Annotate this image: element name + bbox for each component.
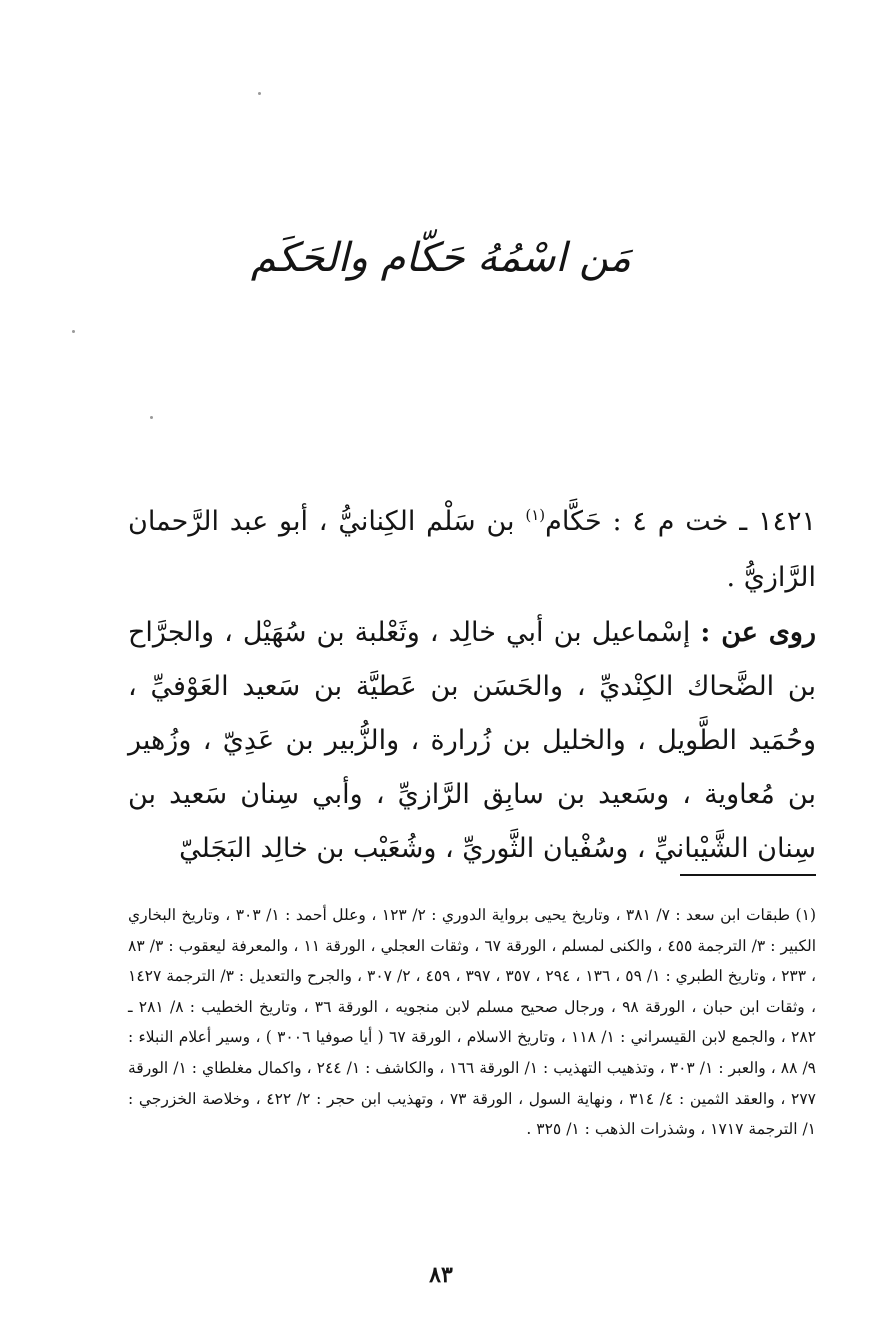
- scan-speck: [258, 92, 261, 95]
- scan-speck: [150, 416, 153, 419]
- footnote-marker[interactable]: (١): [525, 506, 546, 524]
- scan-speck: [72, 330, 75, 333]
- entry-heading: [128, 494, 816, 606]
- narrators-paragraph: [128, 606, 816, 876]
- narrators-list: إسْماعيل بن أبي خالِد ، وثَعْلبة بن سُهَيْل ، والجرَّاح بن الضَّحاك الكِنْديِّ ، والحَسَن بن عَطيَّة بن سَعيد العَوْفيِّ ، وحُمَيد الطَّويل ، والخليل بن زُرارة ، والزُّبير بن عَدِيّ ، وزُهير بن مُعاوية ، وسَعيد بن سابِق الرَّازيِّ ، وأبي سِنان سَعيد بن سِنان الشَّيْبانيِّ ، وسُفْيان الثَّوريِّ ، وشُعَيْب بن خالِد البَجَليّ: [128, 617, 816, 864]
- page-number: ٨٣: [429, 1262, 453, 1288]
- footnote-separator: [680, 874, 816, 876]
- narrators-label: روى عن :: [700, 617, 817, 648]
- chapter-title: مَن اسْمُهُ حَكّام والحَكَم: [250, 235, 632, 281]
- entry-heading-end: بن سَلْم الكِنانيُّ ، أبو عبد الرَّحمان الرَّازيُّ .: [128, 506, 816, 593]
- footnote-text: (١) طبقات ابن سعد : ٧/ ٣٨١ ، وتاريخ يحيى برواية الدوري : ٢/ ١٢٣ ، وعلل أحمد : ١/ ٣٠٣ ، وتاريخ البخاري الكبير : ٣/ الترجمة ٤٥٥ ، والكنى لمسلم ، الورقة ٦٧ ، وثقات العجلي ، الورقة ١١ ، والمعرفة ليعقوب : ٣/ ٨٣ ، ٢٣٣ ، وتاريخ الطبري : ١/ ٥٩ ، ١٣٦ ، ٢٩٤ ، ٣٥٧ ، ٣٩٧ ، ٤٥٩ ، ٢/ ٣٠٧ ، والجرح والتعديل : ٣/ الترجمة ١٤٢٧ ، وثقات ابن حبان ، الورقة ٩٨ ، ورجال صحيح مسلم لابن منجويه ، الورقة ٣٦ ، وتاريخ الخطيب : ٨/ ٢٨١ ـ ٢٨٢ ، والجمع لابن القيسراني : ١/ ١١٨ ، وتاريخ الاسلام ، الورقة ٦٧ ( أيا صوفيا ٣٠٠٦ ) ، وسير أعلام النبلاء : ٩/ ٨٨ ، والعبر : ١/ ٣٠٣ ، وتذهيب التهذيب : ١/ الورقة ١٦٦ ، والكاشف : ١/ ٢٤٤ ، واكمال مغلطاي : ١/ الورقة ٢٧٧ ، والعقد الثمين : ٤/ ٣١٤ ، ونهاية السول ، الورقة ٧٣ ، وتهذيب ابن حجر : ٢/ ٤٢٢ ، وخلاصة الخزرجي : ١/ الترجمة ١٧١٧ ، وشذرات الذهب : ١/ ٣٢٥ .: [128, 906, 817, 1139]
- entry-heading-start: ١٤٢١ ـ خت م ٤ : حَكَّام: [545, 506, 817, 537]
